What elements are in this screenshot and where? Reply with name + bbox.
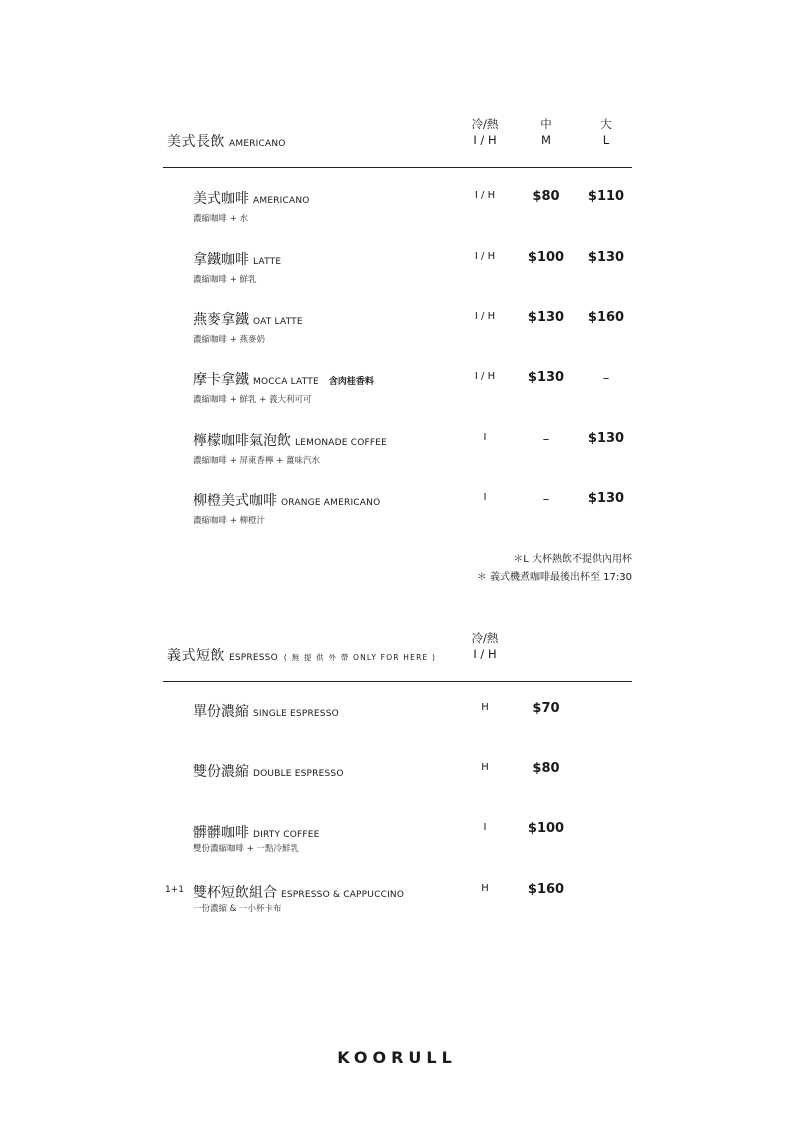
- column-header-large: [576, 116, 636, 148]
- section-title-note: ( 無 提 供 外 帶 ONLY FOR HERE ): [283, 653, 437, 662]
- item-name-en: AMERICANO: [253, 196, 310, 206]
- section-divider: [163, 681, 632, 682]
- item-name-en: LATTE: [253, 257, 282, 267]
- item-tag: 含肉桂香料: [328, 377, 374, 387]
- item-name: [193, 822, 320, 842]
- item-price-large: $110: [587, 189, 625, 204]
- item-price-large: $130: [587, 491, 625, 506]
- item-name-zh: 摩卡拿鐵: [193, 372, 249, 388]
- footnote-large-cup: ＊L 大杯熱飲不提供內用杯: [513, 554, 632, 565]
- item-name-en: SINGLE ESPRESSO: [253, 709, 339, 719]
- item-name: [193, 430, 387, 450]
- item-name-zh: 雙份濃縮: [193, 764, 249, 780]
- item-price-medium: –: [542, 492, 550, 507]
- item-price: $160: [527, 882, 565, 897]
- item-price: $70: [532, 701, 560, 716]
- item-name-en: DOUBLE ESPRESSO: [253, 769, 344, 779]
- column-header-large-en: L: [602, 133, 610, 147]
- item-name-zh: 拿鐵咖啡: [193, 252, 249, 268]
- item-temp: I: [483, 432, 487, 443]
- item-temp: H: [481, 762, 489, 773]
- item-description: 濃縮咖啡 + 屏東香檸 + 薑味汽水: [193, 456, 321, 466]
- section-title-espresso: [167, 645, 436, 665]
- item-temp: I: [483, 492, 487, 503]
- item-name: [193, 309, 303, 329]
- item-name: [193, 249, 281, 269]
- item-name-zh: 髒髒咖啡: [193, 825, 249, 841]
- item-name-en: LEMONADE COFFEE: [295, 438, 388, 448]
- item-name-zh: 柳橙美式咖啡: [193, 493, 277, 509]
- section-divider: [163, 167, 632, 168]
- column-header-temp-zh: 冷/熱: [471, 631, 499, 645]
- item-price-medium: $130: [527, 370, 565, 385]
- column-header-temp-en: I / H: [473, 133, 497, 147]
- item-temp: I / H: [474, 251, 496, 262]
- item-name: [193, 882, 404, 902]
- combo-badge: 1+1: [165, 885, 184, 895]
- brand-logo-text: KOORULL: [337, 1048, 457, 1067]
- item-name-en: MOCCA LATTE: [253, 377, 319, 387]
- column-header-temp: [455, 116, 515, 148]
- item-temp: I: [483, 822, 487, 833]
- item-description: 濃縮咖啡 + 鮮乳: [193, 275, 257, 285]
- section-title-zh: 美式長飲: [167, 134, 225, 150]
- item-temp: H: [481, 883, 489, 894]
- item-name-zh: 燕麥拿鐵: [193, 312, 249, 328]
- footnote-last-order: ＊ 義式機煮咖啡最後出杯至 17:30: [476, 572, 632, 583]
- item-price: $80: [532, 761, 560, 776]
- item-price-large: $130: [587, 250, 625, 265]
- item-name: [193, 490, 380, 510]
- item-price-medium: $80: [532, 189, 560, 204]
- item-name: [193, 701, 339, 721]
- column-header-medium-zh: 中: [540, 117, 552, 131]
- item-name-en: ESPRESSO & CAPPUCCINO: [281, 890, 405, 900]
- item-name-en: DIRTY COFFEE: [253, 830, 320, 840]
- column-header-medium: [516, 116, 576, 148]
- item-description: 一份濃縮 & 一小杯卡布: [193, 904, 282, 914]
- section-title-zh: 義式短飲: [167, 648, 225, 664]
- item-price-large: $160: [587, 310, 625, 325]
- item-price: $100: [527, 821, 565, 836]
- item-description: 濃縮咖啡 + 水: [193, 214, 249, 224]
- column-header-medium-en: M: [541, 133, 551, 147]
- item-name-zh: 單份濃縮: [193, 704, 249, 720]
- item-temp: H: [481, 702, 489, 713]
- item-temp: I / H: [474, 371, 496, 382]
- item-description: 濃縮咖啡 + 燕麥奶: [193, 335, 266, 345]
- column-header-large-zh: 大: [600, 117, 612, 131]
- item-price-medium: $100: [527, 250, 565, 265]
- item-price-large: $130: [587, 431, 625, 446]
- item-name-zh: 美式咖啡: [193, 191, 249, 207]
- item-name: [193, 369, 374, 389]
- item-temp: I / H: [474, 311, 496, 322]
- item-name: [193, 761, 344, 781]
- section-title-en: AMERICANO: [229, 139, 286, 149]
- item-price-medium: $130: [527, 310, 565, 325]
- item-price-medium: –: [542, 432, 550, 447]
- column-header-temp: [455, 630, 515, 662]
- section-title-en: ESPRESSO: [229, 653, 278, 663]
- item-name-en: OAT LATTE: [253, 317, 303, 327]
- item-price-large: –: [602, 371, 610, 386]
- item-description: 濃縮咖啡 + 鮮乳 + 義大利可可: [193, 395, 312, 405]
- section-title-americano: [167, 131, 286, 151]
- item-description: 雙份濃縮咖啡 + 一點冷鮮乳: [193, 844, 300, 854]
- item-description: 濃縮咖啡 + 柳橙汁: [193, 516, 266, 526]
- item-name-zh: 檸檬咖啡氣泡飲: [193, 433, 291, 449]
- item-name-zh: 雙杯短飲組合: [193, 885, 277, 901]
- item-name-en: ORANGE AMERICANO: [281, 498, 381, 508]
- item-temp: I / H: [474, 190, 496, 201]
- column-header-temp-en: I / H: [473, 647, 497, 661]
- item-name: [193, 188, 310, 208]
- column-header-temp-zh: 冷/熱: [471, 117, 499, 131]
